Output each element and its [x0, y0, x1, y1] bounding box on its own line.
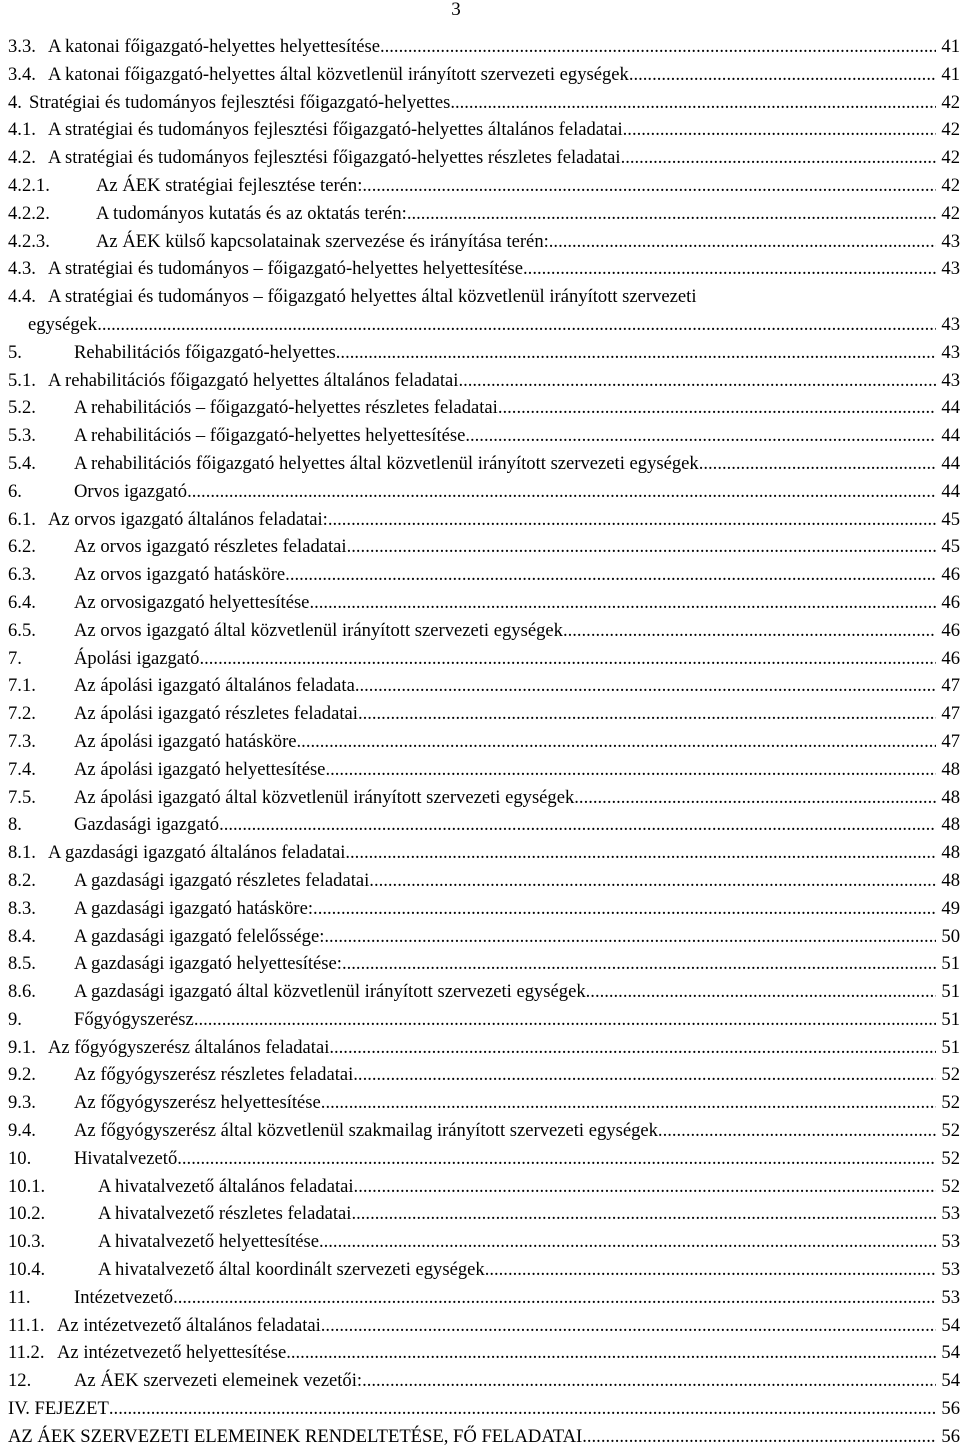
toc-dot-leader — [324, 923, 936, 951]
toc-entry-page: 50 — [941, 925, 960, 947]
toc-entry-title-continued: egységek — [28, 313, 98, 335]
toc-dot-leader — [321, 1089, 936, 1117]
toc-entry-page: 45 — [941, 536, 960, 558]
toc-entry-page: 46 — [941, 564, 960, 586]
toc-entry[interactable] — [8, 1117, 960, 1145]
toc-entry-page: 51 — [941, 981, 960, 1003]
toc-entry-page: 48 — [941, 869, 960, 891]
toc-entry[interactable] — [8, 839, 960, 867]
toc-entry-number: 6.5. — [8, 619, 36, 641]
toc-entry-title: A rehabilitációs – főigazgató-helyettes részletes feladatai — [74, 397, 498, 419]
toc-entry-title: Az ÁEK külső kapcsolatainak szervezése és irányítása terén: — [96, 230, 549, 252]
toc-entry-page: 49 — [941, 897, 960, 919]
toc-entry-number: 8.1. — [8, 842, 36, 864]
toc-entry-title: Az ápolási igazgató általános feladata — [74, 675, 355, 697]
toc-entry-title: Az orvos igazgató hatásköre — [74, 564, 286, 586]
toc-dot-leader — [380, 33, 936, 61]
toc-entry[interactable] — [8, 589, 960, 617]
toc-entry[interactable] — [8, 1312, 960, 1340]
toc-entry-number: 5. — [8, 341, 22, 363]
toc-entry[interactable] — [8, 116, 960, 144]
toc-dot-leader — [347, 533, 936, 561]
toc-dot-leader — [309, 589, 936, 617]
toc-entry-page: 48 — [941, 842, 960, 864]
toc-dot-leader — [328, 506, 936, 534]
toc-entry-number: 6.1. — [8, 508, 36, 530]
toc-dot-leader — [465, 422, 936, 450]
toc-entry-page: 53 — [941, 1259, 960, 1281]
toc-entry-number: 6.4. — [8, 591, 36, 613]
toc-entry-page: 48 — [941, 786, 960, 808]
toc-entry-page: 51 — [941, 1036, 960, 1058]
toc-entry-page: 42 — [941, 91, 960, 113]
toc-entry-title: A katonai főigazgató-helyettes által közvetlenül irányított szervezeti egységek — [48, 63, 629, 85]
toc-entry[interactable] — [8, 255, 960, 283]
toc-entry-title: A stratégiai és tudományos fejlesztési főigazgató-helyettes részletes feladatai — [48, 147, 621, 169]
toc-entry-title: A stratégiai és tudományos – főigazgató-helyettes helyettesítése — [48, 258, 524, 280]
toc-entry-title: Az főgyógyszerész részletes feladatai — [74, 1064, 354, 1086]
toc-entry-number: 8.3. — [8, 897, 36, 919]
toc-entry-title: Stratégiai és tudományos fejlesztési főigazgató-helyettes — [29, 91, 451, 113]
toc-entry-page: 47 — [941, 703, 960, 725]
toc-entry[interactable] — [8, 1145, 960, 1173]
toc-entry-page: 43 — [941, 313, 960, 335]
toc-entry-title: Intézetvezető — [74, 1286, 174, 1308]
toc-entry-page: 48 — [941, 814, 960, 836]
toc-entry-title: Ápolási igazgató — [74, 647, 200, 669]
toc-entry[interactable] — [8, 172, 960, 200]
toc-entry-page: 52 — [941, 1092, 960, 1114]
toc-entry-page: 52 — [941, 1120, 960, 1142]
toc-entry-title: A rehabilitációs – főigazgató-helyettes helyettesítése — [74, 425, 466, 447]
toc-entry-page: 41 — [941, 63, 960, 85]
toc-entry-number: 4.4. — [8, 286, 36, 308]
toc-entry[interactable] — [8, 1034, 960, 1062]
toc-entry[interactable] — [8, 700, 960, 728]
toc-entry-title: A stratégiai és tudományos – főigazgató helyettes által közvetlenül irányított szervezeti — [48, 286, 697, 308]
toc-dot-leader — [362, 1367, 936, 1395]
toc-entry[interactable] — [8, 61, 960, 89]
toc-entry[interactable] — [8, 617, 960, 645]
toc-entry-number: 10.3. — [8, 1231, 46, 1253]
toc-dot-leader — [351, 1200, 936, 1228]
toc-entry-page: 52 — [941, 1064, 960, 1086]
toc-dot-leader — [369, 867, 936, 895]
toc-dot-leader — [629, 61, 936, 89]
toc-entry[interactable] — [8, 533, 960, 561]
toc-entry-title: A gazdasági igazgató által közvetlenül irányított szervezeti egységek — [74, 981, 586, 1003]
toc-dot-leader — [458, 367, 936, 395]
toc-entry[interactable] — [8, 672, 960, 700]
table-of-contents — [8, 33, 960, 1451]
toc-entry[interactable] — [8, 1089, 960, 1117]
toc-entry-page: 44 — [941, 425, 960, 447]
toc-dot-leader — [286, 1339, 936, 1367]
toc-dot-leader — [623, 116, 936, 144]
toc-entry-number: 11.2. — [8, 1342, 45, 1364]
toc-dot-leader — [173, 1284, 936, 1312]
toc-entry-title: A stratégiai és tudományos fejlesztési főigazgató-helyettes általános feladatai — [48, 119, 623, 141]
toc-entry-number: 7.4. — [8, 758, 36, 780]
toc-dot-leader — [345, 839, 936, 867]
toc-entry-page: 53 — [941, 1286, 960, 1308]
toc-dot-leader — [354, 1173, 936, 1201]
toc-entry-title: Az főgyógyszerész helyettesítése — [74, 1092, 321, 1114]
toc-entry-number: 3.4. — [8, 63, 36, 85]
toc-entry-number: 5.4. — [8, 452, 36, 474]
toc-entry-page: 42 — [941, 202, 960, 224]
toc-entry[interactable] — [8, 1423, 960, 1451]
toc-entry[interactable] — [8, 228, 960, 256]
toc-dot-leader — [658, 1117, 936, 1145]
toc-entry-page: 41 — [941, 36, 960, 57]
page-number: 3 — [451, 0, 461, 20]
toc-entry-number: 5.1. — [8, 369, 36, 391]
toc-entry-page: 45 — [941, 508, 960, 530]
toc-entry-number: 8. — [8, 814, 22, 836]
toc-dot-leader — [355, 672, 936, 700]
toc-entry-page: 54 — [941, 1314, 960, 1336]
toc-entry-title: Hivatalvezető — [74, 1147, 178, 1169]
toc-entry-title: AZ ÁEK SZERVEZETI ELEMEINEK RENDELTETÉSE, FŐ FELADATAI — [8, 1425, 583, 1447]
toc-entry[interactable] — [8, 867, 960, 895]
toc-dot-leader — [329, 1034, 936, 1062]
toc-entry-title: Gazdasági igazgató — [74, 814, 220, 836]
toc-dot-leader — [485, 1256, 936, 1284]
toc-entry-page: 46 — [941, 619, 960, 641]
toc-entry-number: 10. — [8, 1147, 32, 1169]
toc-entry-title: Az ÁEK szervezeti elemeinek vezetői: — [74, 1370, 363, 1392]
toc-entry[interactable] — [8, 450, 960, 478]
toc-entry[interactable] — [8, 200, 960, 228]
toc-entry-title: A hivatalvezető általános feladatai — [98, 1175, 354, 1197]
toc-entry-number: 8.5. — [8, 953, 36, 975]
toc-entry-page: 53 — [941, 1231, 960, 1253]
toc-entry[interactable] — [8, 1061, 960, 1089]
toc-entry-title: A rehabilitációs főigazgató helyettes által közvetlenül irányított szervezeti egységek — [74, 452, 699, 474]
toc-entry-number: 8.4. — [8, 925, 36, 947]
toc-entry-title: Az ápolási igazgató részletes feladatai — [74, 703, 358, 725]
toc-entry-title: Az ápolási igazgató helyettesítése — [74, 758, 326, 780]
toc-entry-page: 53 — [941, 1203, 960, 1225]
toc-dot-leader — [297, 728, 936, 756]
toc-entry[interactable] — [8, 339, 960, 367]
toc-dot-leader — [563, 617, 936, 645]
toc-dot-leader — [342, 950, 936, 978]
toc-entry[interactable] — [8, 422, 960, 450]
toc-entry[interactable] — [8, 1173, 960, 1201]
toc-entry-number: 6. — [8, 480, 22, 502]
toc-entry[interactable] — [8, 923, 960, 951]
toc-entry-title: Az főgyógyszerész által közvetlenül szakmailag irányított szervezeti egységek — [74, 1120, 658, 1142]
toc-entry[interactable] — [8, 1367, 960, 1395]
toc-entry-title: A rehabilitációs főigazgató helyettes általános feladatai — [48, 369, 459, 391]
toc-entry-title: A tudományos kutatás és az oktatás terén: — [96, 202, 407, 224]
toc-entry[interactable] — [8, 1228, 960, 1256]
toc-dot-leader — [177, 1145, 936, 1173]
toc-entry-page: 44 — [941, 480, 960, 502]
toc-entry-number: 9.4. — [8, 1120, 36, 1142]
toc-entry-title: Az ápolási igazgató által közvetlenül irányított szervezeti egységek — [74, 786, 575, 808]
toc-entry-page: 52 — [941, 1175, 960, 1197]
toc-entry[interactable] — [8, 561, 960, 589]
toc-entry-number: 4.1. — [8, 119, 36, 141]
toc-dot-leader — [523, 255, 936, 283]
toc-entry[interactable] — [8, 1200, 960, 1228]
toc-entry[interactable] — [8, 895, 960, 923]
toc-entry[interactable] — [8, 144, 960, 172]
toc-entry-page: 43 — [941, 369, 960, 391]
toc-entry-number: 7.1. — [8, 675, 36, 697]
toc-entry[interactable] — [8, 1339, 960, 1367]
toc-entry-number: 6.2. — [8, 536, 36, 558]
toc-dot-leader — [336, 339, 936, 367]
toc-entry-title: Az orvos igazgató részletes feladatai — [74, 536, 347, 558]
toc-entry-number: 7.5. — [8, 786, 36, 808]
toc-dot-leader — [199, 645, 936, 673]
toc-entry-number: 11.1. — [8, 1314, 45, 1336]
toc-entry-page: 48 — [941, 758, 960, 780]
toc-entry[interactable] — [8, 394, 960, 422]
toc-entry-number: 9.1. — [8, 1036, 36, 1058]
toc-entry-number: 10.1. — [8, 1175, 46, 1197]
toc-dot-leader — [319, 1228, 936, 1256]
toc-entry-number: 6.3. — [8, 564, 36, 586]
toc-entry-page: 44 — [941, 397, 960, 419]
toc-entry-title: A gazdasági igazgató részletes feladatai — [74, 869, 370, 891]
toc-entry-title: Az orvos igazgató általános feladatai: — [48, 508, 328, 530]
toc-entry[interactable] — [8, 506, 960, 534]
toc-entry[interactable] — [8, 756, 960, 784]
toc-dot-leader — [187, 478, 936, 506]
toc-entry-title: Főgyógyszerész — [74, 1008, 194, 1030]
toc-entry[interactable] — [8, 978, 960, 1006]
toc-entry-title: Az orvos igazgató által közvetlenül irányított szervezeti egységek — [74, 619, 563, 641]
toc-entry-page: 56 — [941, 1398, 960, 1420]
toc-entry-number: 4.2.3. — [8, 230, 50, 252]
toc-dot-leader — [498, 394, 936, 422]
toc-dot-leader — [358, 700, 936, 728]
toc-entry-page: 52 — [941, 1147, 960, 1169]
toc-entry-title: Az főgyógyszerész általános feladatai — [48, 1036, 330, 1058]
toc-entry[interactable] — [8, 1395, 960, 1423]
toc-entry-title: A hivatalvezető által koordinált szervezeti egységek — [98, 1259, 485, 1281]
toc-entry-page: 47 — [941, 675, 960, 697]
toc-entry-title: Az intézetvezető helyettesítése — [57, 1342, 287, 1364]
toc-dot-leader — [407, 200, 936, 228]
toc-entry-number: 12. — [8, 1370, 32, 1392]
toc-entry[interactable] — [8, 367, 960, 395]
toc-dot-leader — [362, 172, 936, 200]
toc-entry-page: 47 — [941, 730, 960, 752]
toc-dot-leader — [321, 1312, 936, 1340]
toc-entry-page: 44 — [941, 452, 960, 474]
toc-entry-title: A gazdasági igazgató hatásköre: — [74, 897, 314, 919]
toc-entry-title: Orvos igazgató — [74, 480, 188, 502]
toc-entry[interactable] — [8, 1256, 960, 1284]
toc-entry[interactable] — [8, 784, 960, 812]
toc-entry-page: 43 — [941, 341, 960, 363]
toc-entry[interactable] — [8, 283, 960, 339]
toc-entry-number: 10.4. — [8, 1259, 46, 1281]
toc-entry[interactable] — [8, 645, 960, 673]
toc-entry-page: 43 — [941, 230, 960, 252]
toc-dot-leader — [699, 450, 936, 478]
toc-dot-leader — [450, 89, 936, 117]
toc-entry-number: 7.2. — [8, 703, 36, 725]
toc-entry-title: Az orvosigazgató helyettesítése — [74, 591, 310, 613]
toc-entry-page: 54 — [941, 1342, 960, 1364]
toc-entry-number: 10.2. — [8, 1203, 46, 1225]
toc-entry-number: 4.2.1. — [8, 174, 50, 196]
toc-dot-leader — [325, 756, 936, 784]
toc-entry-number: 5.2. — [8, 397, 36, 419]
toc-entry-title: A hivatalvezető helyettesítése — [98, 1231, 319, 1253]
toc-entry[interactable] — [8, 1284, 960, 1312]
toc-entry[interactable] — [8, 478, 960, 506]
toc-entry-title: Az intézetvezető általános feladatai — [57, 1314, 321, 1336]
toc-dot-leader — [582, 1423, 936, 1451]
toc-entry[interactable] — [8, 950, 960, 978]
toc-entry-page: 51 — [941, 1008, 960, 1030]
toc-dot-leader — [574, 784, 936, 812]
toc-entry-title: Az ÁEK stratégiai fejlesztése terén: — [96, 174, 363, 196]
toc-entry[interactable] — [8, 1006, 960, 1034]
toc-entry-page: 54 — [941, 1370, 960, 1392]
toc-entry-number: 4. — [8, 91, 22, 113]
toc-dot-leader — [194, 1006, 936, 1034]
toc-entry-number: 9.2. — [8, 1064, 36, 1086]
toc-entry-page: 56 — [941, 1425, 960, 1447]
toc-entry-page: 42 — [941, 174, 960, 196]
toc-entry-page: 43 — [941, 258, 960, 280]
toc-dot-leader — [621, 144, 936, 172]
toc-entry-number: 4.3. — [8, 258, 36, 280]
toc-dot-leader — [219, 811, 936, 839]
toc-entry-page: 46 — [941, 591, 960, 613]
toc-entry-title: Rehabilitációs főigazgató-helyettes — [74, 341, 336, 363]
toc-entry-title: IV. FEJEZET — [8, 1398, 109, 1420]
toc-dot-leader — [549, 228, 936, 256]
toc-entry[interactable] — [8, 811, 960, 839]
toc-entry-title: A hivatalvezető részletes feladatai — [98, 1203, 352, 1225]
toc-entry-number: 8.2. — [8, 869, 36, 891]
toc-dot-leader — [353, 1061, 936, 1089]
toc-entry-title: A gazdasági igazgató helyettesítése: — [74, 953, 342, 975]
toc-entry-title: A katonai főigazgató-helyettes helyettesítése — [48, 36, 380, 57]
toc-dot-leader — [97, 311, 936, 339]
toc-entry-number: 5.3. — [8, 425, 36, 447]
toc-entry-page: 46 — [941, 647, 960, 669]
toc-entry-page: 42 — [941, 119, 960, 141]
toc-entry-page: 42 — [941, 147, 960, 169]
toc-entry-number: 4.2. — [8, 147, 36, 169]
toc-entry-number: 8.6. — [8, 981, 36, 1003]
toc-entry[interactable] — [8, 728, 960, 756]
toc-entry-title: Az ápolási igazgató hatásköre — [74, 730, 297, 752]
toc-dot-leader — [313, 895, 936, 923]
toc-entry-page: 51 — [941, 953, 960, 975]
toc-dot-leader — [109, 1395, 936, 1423]
toc-entry-title: A gazdasági igazgató általános feladatai — [48, 842, 346, 864]
toc-entry[interactable] — [8, 33, 960, 61]
toc-entry-number: 11. — [8, 1286, 31, 1308]
toc-entry-number: 9.3. — [8, 1092, 36, 1114]
toc-entry-number: 7.3. — [8, 730, 36, 752]
toc-entry-number: 3.3. — [8, 36, 36, 57]
toc-entry-number: 4.2.2. — [8, 202, 50, 224]
toc-entry[interactable] — [8, 89, 960, 117]
toc-entry-number: 7. — [8, 647, 22, 669]
toc-entry-title: A gazdasági igazgató felelőssége: — [74, 925, 325, 947]
toc-dot-leader — [586, 978, 936, 1006]
toc-entry-number: 9. — [8, 1008, 22, 1030]
toc-dot-leader — [285, 561, 936, 589]
